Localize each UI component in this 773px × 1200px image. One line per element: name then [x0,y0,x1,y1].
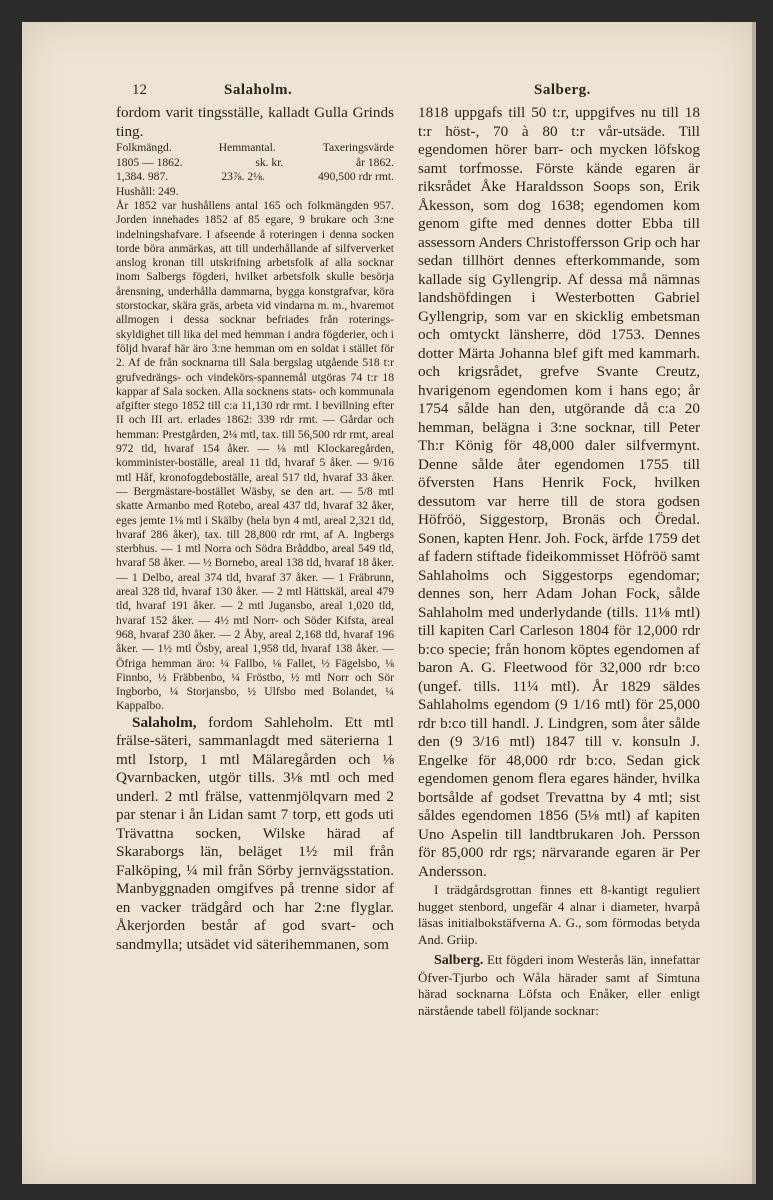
salberg-headword: Salberg. [434,953,484,968]
stats-col-population: Folkmängd. [116,141,172,154]
stats-val-hemmantal: 23⅞. 2⅛. [221,170,265,183]
stats-sub-row [116,156,394,171]
stats-col-hemmantal: Hemmantal. [218,141,276,154]
right-column [418,104,700,1019]
stats-col-tax: Taxeringsvärde [322,141,394,154]
stats-sub-hemmantal: sk. kr. [255,155,284,169]
salberg-text: Ett fögderi inom Westerås län, innefattar Öfver-Tjurbo och Wåla härader samt af Simtuna härad socknarna Löfsta och Enåker, eller enligt närstående tabell följande socknar: [418,952,701,1018]
statistics-table [116,141,394,199]
salaholm-text: fordom Sahleholm. Ett mtl frälse-säteri, sammanlagdt med säterierna 1 mtl Istorp, 1 mtl Mälaregården och ⅛ Qvarnbacken, utgör tills. 3⅛ mtl och med underl. 2 mtl frälse, vattenmjölqvarn med 2 par stenar i ån Lidan samt 7 torp, ett gods uti Trävattna socken, Wilske härad af Skaraborgs län, beläget 1½ mil från Falköping, ¼ mil från Sörby jernvägsstation. Manbyggnaden omgifves på trenne sidor af en vacker trädgård och har 2:ne flyglar. Åkerjorden består af god svart- och sandmylla; utsädet vid säterihemmanen, som [116,713,394,953]
intro-paragraph: fordom varit tingsställe, kalladt Gulla Grinds ting. [116,104,394,140]
salaholm-entry [116,714,394,955]
garden-grotto-paragraph: I trädgårdsgrottan finnes ett 8-kantigt reguliert hugget stenbord, ungefär 4 alnar i diameter, hvarpå läsas initialbokstäfverna A. G., som förmodas betyda And. Griip. [418,882,700,947]
stats-value-row [116,170,394,185]
salberg-entry [418,952,700,1019]
stats-val-tax: 490,500 rdr rmt. [318,170,394,183]
page-edge [752,22,756,1184]
stats-val-population: 1,384. 987. [116,170,169,183]
parish-notes: År 1852 var hushållens antal 165 och folkmängden 957. Jorden innehades 1852 af 85 egare, 9 brukare och 3:ne indelningshafvare. I afseende å roteringen i denna socken torde böra anmärkas, att till underhållande af silfververket anslog kronan till utskrifning arbetsfolk af alla socknar inom Salbergs fögderi, hvilket arbetsfolk skulle besörja årensning, underhålla dammarna, bygga konstgrafvar, köra storstockar, skära gräs, arbeta vid vindarna m. m., hvaremot allmogen i dessa socknar befriades från roterings-skyldighet till lika del med hemman i andra fögderier, och i följd hvaraf här äro 3:ne hemman om en soldat i stället för 2. Af de från socknarna till Sala bergslag utgående 518 t:r grufvedrängs- och vindekörs-spannemål utgöras 74 t:r 18 kappar af Sala socken. Alla socknens stats- och kommunala afgifter stego 1852 till c:a 11,130 rdr rmt. I bevillning efter II och III art. erlades 1862: 339 rdr rmt. — Gårdar och hemman: Prestgården, 2¼ mtl, tax. till 56,500 rdr rmt, areal 972 tld, hvaraf 154 åker. — ⅛ mtl Klockaregården, komminister-boställe, areal 11 tld, hvaraf 5 åker. — 9/16 mtl Håf, kronofogdeboställe, areal 517 tld, hvaraf 33 åker. — Bergmästare-bostället Wäsby, se den art. — 5/8 mtl skatte Armanbo med Rotebo, areal 437 tld, hvaraf 32 åker, eges jemte 1⅛ mtl i Skälby (hela byn 4 mtl, areal 2,321 tld, hvaraf 286 åker), tax. till 28,800 rdr rmt, af A. Ingbergs sterbhus. — 1 mtl Norra och Södra Bråddbo, areal 549 tld, hvaraf 58 åker. — ½ Bornebo, areal 138 tld, hvaraf 18 åker. — 1 Delbo, areal 374 tld, hvaraf 37 åker. — 1 Fräbrunn, areal 328 tld, hvaraf 130 åker. — 2 mtl Hättskäl, areal 479 tld, hvaraf 191 åker. — 2 mtl Jugansbo, areal 1,020 tld, hvaraf 152 åker. — 4½ mtl Norr- och Söder Kifsta, areal 968, hvaraf 230 åker. — 2 Åby, areal 2,168 tld, hvaraf 196 åker. — 1½ mtl Ösby, areal 1,958 tld, hvaraf 138 åker. — Öfriga hemman äro: ¼ Fallbo, ⅛ Fallet, ½ Fägelsbo, ⅛ Finnbo, ½ Fräbbenbo, ¼ Fröstbo, ½ mtl Norr och Sör Ingborbo, ¼ Storjansbo, ½ Ulfsbo med Bolandet, ¼ Kappalbo. [116,199,394,713]
running-head-left: Salaholm. [224,82,293,98]
salaholm-headword: Salaholm, [132,713,197,731]
left-column [116,104,394,954]
stats-sub-population: 1805 — 1862. [116,155,183,169]
history-paragraph: 1818 uppgafs till 50 t:r, uppgifves nu till 18 t:r höst-, 70 à 80 t:r vår-utsäde. Till egendomen hörer barr- och mycken löfskog samt torfmosse. Förste kände egaren är riksrådet Åke Haraldsson Soops son, Erik Åkesson, som dog 1638; egendomen kom genom gifte med dennes dotter Ebba till assessorn Anders Christoffersson Grip och har sedan tillhört dennes efterkommande, som kallade sig Gyllengrip. Af dessa må nämnas landshöfdingen i Westerbotten Gabriel Gyllengrip, som var en skicklig embetsman och omtyckt länsherre, död 1753. Dennes dotter Märta Johanna blef gift med kammarh. och krigsrådet, grefve Svante Creutz, hvarigenom egendomen kom i hans ego; år 1754 sålde han den, utgörande då c:a 20 hemman, belägna i 3:ne socknar, till Peter Th:r König för 48,000 daler silfvermynt. Denne sålde åter egendomen 1755 till öfversten Hans Henrik Fock, hvilken dessutom var herre till de stora godsen Höfröö, Siggestorp, Bronäs och Öredal. Sonen, kapten Henr. Joh. Fock, ärfde 1759 det af fadern stiftade fideikommisset Höfröö samt Sahlaholms och Siggestorps egendomar; dennes son, herr Adam Johan Fock, sålde Sahlaholm med underlydande (tills. 11⅛ mtl) till kapiten Carl Carleson 1804 för 12,000 rdr b:co specie; från honom köptes egendomen af baron A. G. Fleetwood för 32,000 rdr b:co (ungef. tills. 11¼ mtl). År 1829 säldes Sahlaholms egendom (9 1/16 mtl) för 25,000 rdr b:co till handl. J. Lindgren, som åter sålde den (9 3/16 mtl) 1847 till v. konsuln J. Engelke för 48,000 rdr b:co. Sedan gick egendomen genom flera egares händer, hvilka bortsålde af godset Trevattna by 4 mtl; sist såldes egendomen 1856 (5⅛ mtl) af kapiten Uno Aspelin till landtbrukaren Joh. Persson för 85,000 rdr rgs; närvarande egaren är Per Andersson. [418,104,700,880]
stats-households: Hushåll: 249. [116,184,179,198]
running-head-right: Salberg. [534,82,591,98]
stats-header-row [116,141,394,156]
page-number: 12 [132,82,147,98]
stats-sub-tax: år 1862. [355,155,394,169]
